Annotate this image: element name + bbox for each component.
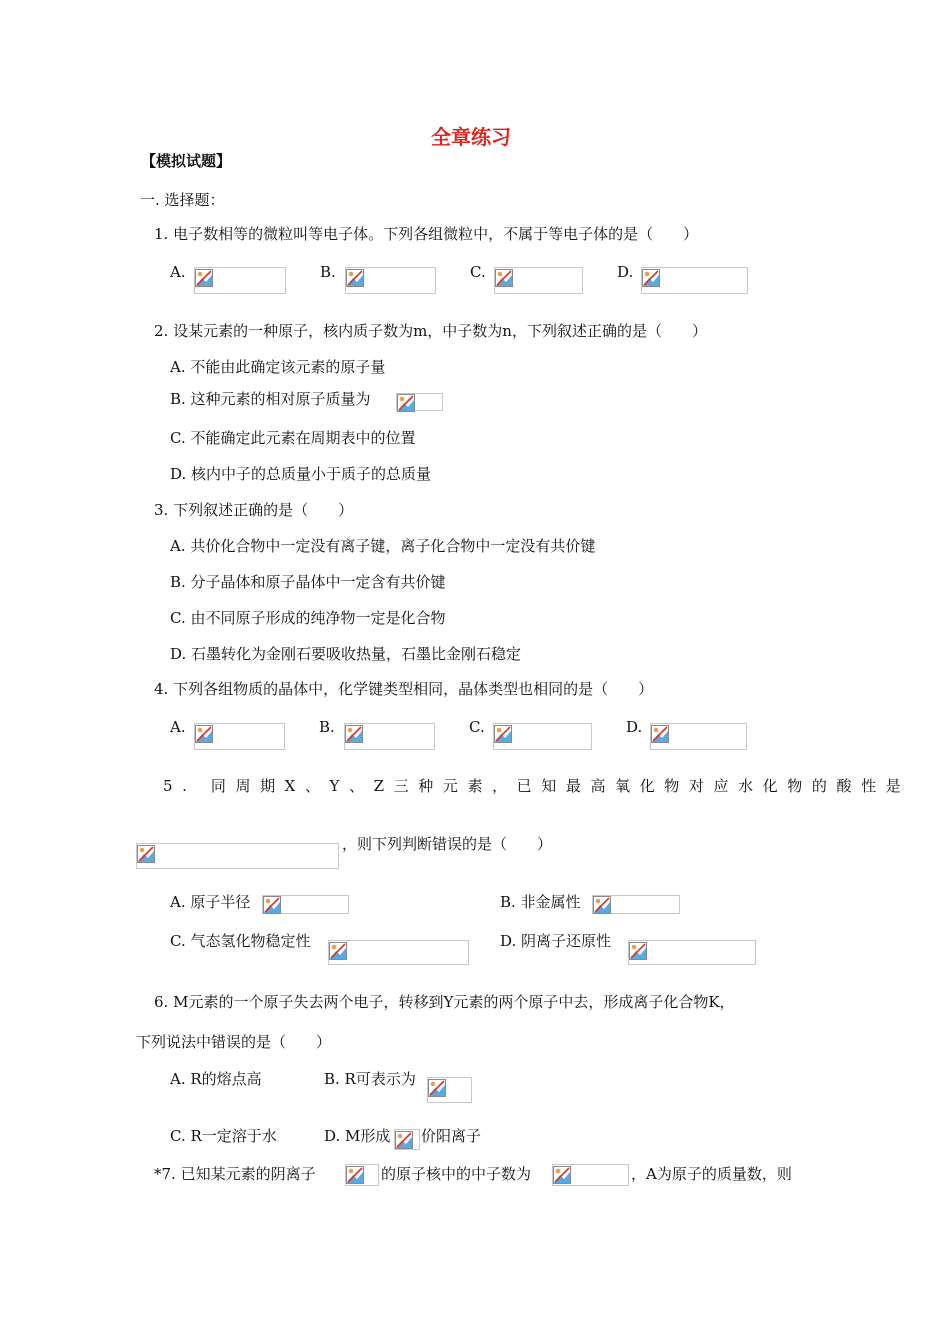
broken-image-icon	[428, 1079, 446, 1097]
broken-image-icon	[346, 269, 364, 287]
question-2-option-b-image	[396, 393, 443, 411]
question-4-option-b-image	[344, 723, 435, 750]
question-6-option-b-image	[427, 1077, 472, 1103]
question-7-neutron-image	[552, 1164, 629, 1186]
question-5-acidity-image	[136, 843, 339, 869]
question-2-stem: 2. 设某元素的一种原子，核内质子数为m，中子数为n，下列叙述正确的是（ ）	[154, 322, 707, 340]
question-6-option-d: D. M形成	[324, 1127, 391, 1145]
broken-image-icon	[651, 725, 669, 743]
question-5-option-a: A. 原子半径	[170, 893, 251, 911]
broken-image-icon	[195, 269, 213, 287]
broken-image-icon	[593, 896, 611, 914]
question-4-option-b-label: B.	[319, 718, 335, 736]
question-5-option-b-image	[592, 895, 680, 914]
question-6-option-d-image	[394, 1129, 420, 1150]
question-6-stem: 6. M元素的一个原子失去两个电子，转移到Y元素的两个原子中去，形成离子化合物K，	[154, 993, 735, 1011]
part-heading: 一. 选择题：	[140, 191, 225, 209]
question-3-option-b: B. 分子晶体和原子晶体中一定含有共价键	[170, 573, 446, 591]
broken-image-icon	[329, 942, 347, 960]
question-4-stem: 4. 下列各组物质的晶体中，化学键类型相同，晶体类型也相同的是（ ）	[154, 680, 654, 698]
page-title: 全章练习	[431, 125, 511, 149]
question-7-stem-part-2: 的原子核中的中子数为	[381, 1165, 532, 1183]
question-4-option-a-label: A.	[170, 718, 186, 736]
question-6-option-b: B. R可表示为	[324, 1070, 416, 1088]
question-7-ion-image	[345, 1164, 379, 1186]
question-2-option-d: D. 核内中子的总质量小于质子的总质量	[170, 465, 432, 483]
question-6-option-d-tail: 价阳离子	[421, 1127, 482, 1145]
question-5-option-c-image	[328, 940, 469, 965]
question-1-option-d-label: D.	[617, 263, 634, 281]
question-6-option-c: C. R一定溶于水	[170, 1127, 277, 1145]
question-5-option-a-image	[262, 895, 349, 914]
broken-image-icon	[345, 725, 363, 743]
broken-image-icon	[195, 725, 213, 743]
question-2-option-c: C. 不能确定此元素在周期表中的位置	[170, 429, 416, 447]
question-2-option-b: B. 这种元素的相对原子质量为	[170, 390, 371, 408]
broken-image-icon	[395, 1131, 413, 1149]
broken-image-icon	[346, 1166, 364, 1184]
broken-image-icon	[397, 394, 415, 412]
question-4-option-a-image	[194, 723, 285, 750]
broken-image-icon	[629, 942, 647, 960]
question-7-stem-part-3: ，A为原子的质量数，则	[631, 1165, 792, 1183]
question-1-stem: 1. 电子数相等的微粒叫等电子体。下列各组微粒中，不属于等电子体的是（ ）	[154, 225, 699, 243]
question-3-option-d: D. 石墨转化为金刚石要吸收热量，石墨比金刚石稳定	[170, 645, 522, 663]
broken-image-icon	[494, 725, 512, 743]
question-1-option-a-label: A.	[170, 263, 186, 281]
broken-image-icon	[553, 1166, 571, 1184]
question-1-option-c-label: C.	[470, 263, 486, 281]
question-5-option-b: B. 非金属性	[500, 893, 581, 911]
question-7-stem-part-1: *7. 已知某元素的阴离子	[154, 1165, 316, 1183]
broken-image-icon	[642, 269, 660, 287]
question-1-option-b-label: B.	[320, 263, 336, 281]
question-1-option-b-image	[345, 267, 436, 294]
question-4-option-d-label: D.	[626, 718, 643, 736]
question-5-option-c: C. 气态氢化物稳定性	[170, 932, 311, 950]
question-4-option-c-image	[493, 723, 592, 750]
question-5-option-d-image	[628, 940, 756, 965]
section-heading: 【模拟试题】	[141, 152, 232, 170]
question-5-stem: 5. 同周期X、Y、Z三种元素，已知最高氧化物对应水化物的酸性是	[163, 777, 911, 795]
broken-image-icon	[263, 896, 281, 914]
question-4-option-c-label: C.	[469, 718, 485, 736]
question-6-stem-line-2: 下列说法中错误的是（ ）	[136, 1033, 332, 1051]
question-5-stem-continued: ，则下列判断错误的是（ ）	[342, 835, 553, 853]
question-3-option-a: A. 共价化合物中一定没有离子键，离子化合物中一定没有共价键	[170, 537, 596, 555]
broken-image-icon	[137, 845, 155, 863]
question-4-option-d-image	[650, 723, 747, 750]
question-6-option-a: A. R的熔点高	[170, 1070, 262, 1088]
question-1-option-d-image	[641, 267, 748, 294]
question-3-option-c: C. 由不同原子形成的纯净物一定是化合物	[170, 609, 446, 627]
question-1-option-c-image	[494, 267, 583, 294]
question-5-option-d: D. 阴离子还原性	[500, 932, 612, 950]
question-1-option-a-image	[194, 267, 286, 294]
question-3-stem: 3. 下列叙述正确的是（ ）	[154, 501, 354, 519]
question-2-option-a: A. 不能由此确定该元素的原子量	[170, 358, 386, 376]
broken-image-icon	[495, 269, 513, 287]
